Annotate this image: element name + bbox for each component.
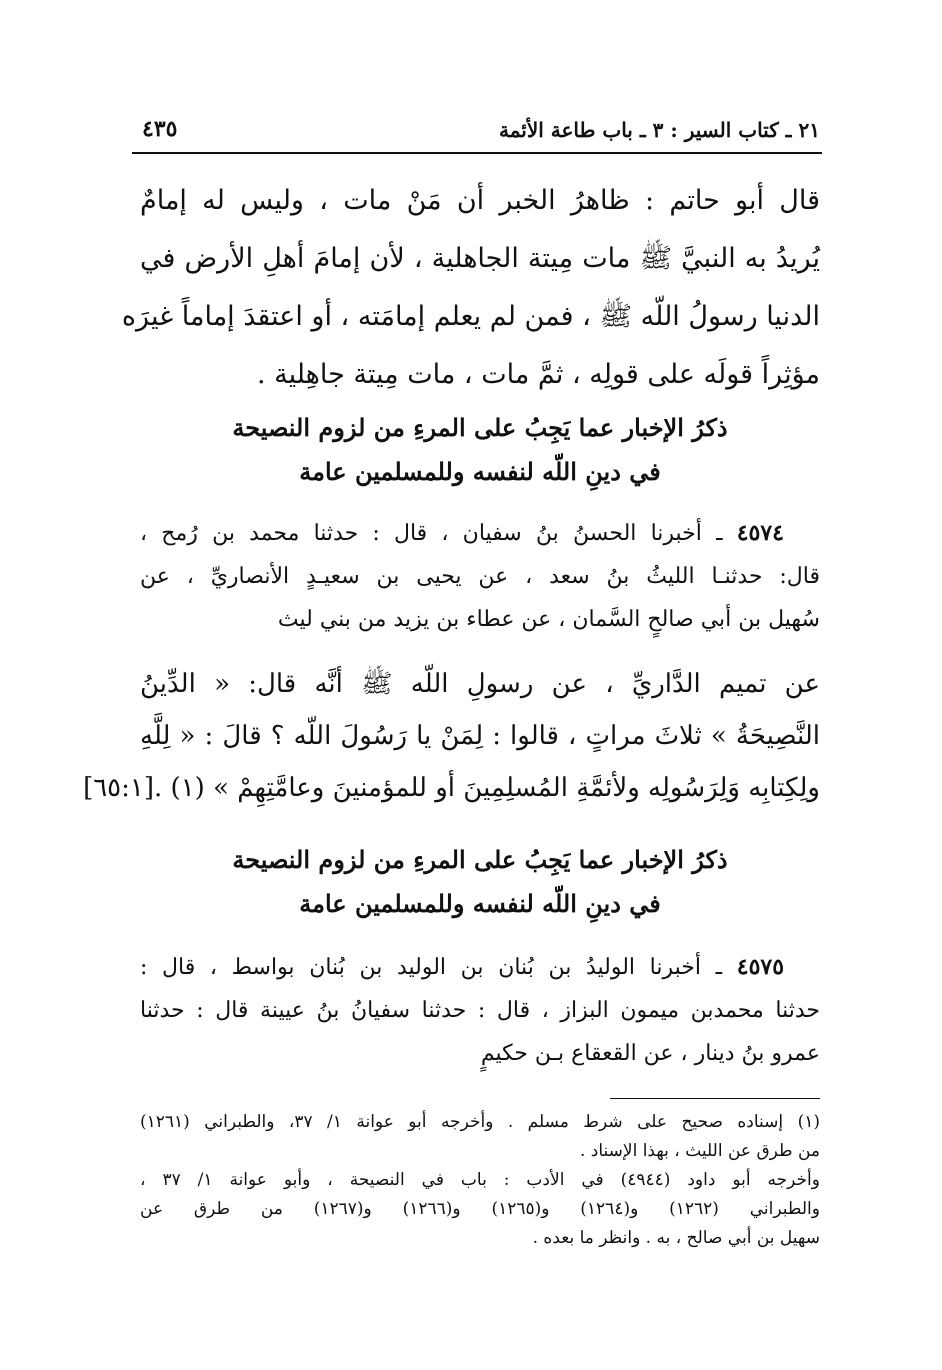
- text-line: قال أبو حاتم : ظاهرُ الخبر أن مَنْ مات ، وليس له إمامٌ: [140, 185, 820, 216]
- text-line: عن تميم الدَّاريِّ ، عن رسولِ اللّه ﷺ أنَّه قال: « الدِّينُ: [140, 669, 820, 699]
- footnotes: [140, 1108, 820, 1253]
- chapter-title: ٢١ ـ كتاب السير : ٣ ـ باب طاعة الأئمة: [498, 118, 820, 142]
- text-line: عمرو بنُ دينار ، عن القعقاع بـن حكيمٍ: [480, 1041, 820, 1066]
- footnote-line: من طرق عن الليث ، بهذا الإسناد .: [579, 1141, 820, 1161]
- hadith-text: [83, 658, 820, 814]
- heading-line: في دينِ اللّه لنفسه وللمسلمين عامة: [299, 889, 661, 918]
- hadith-number: ٤٥٧٤: [736, 520, 784, 546]
- text-line: ٤٥٧٤ ـ أخبرنا الحسنُ بنُ سفيان ، قال : حدثنا محمد بن رُمح ،: [140, 520, 784, 546]
- text-line: ٤٥٧٥ ـ أخبرنا الوليدُ بن بُنان بن الوليد بن بُنان بواسط ، قال :: [140, 954, 785, 980]
- section-heading: [140, 406, 820, 494]
- text-line: يُريدُ به النبيَّ ﷺ مات مِيتة الجاهلية ، لأن إمامَ أهلِ الأرض في: [140, 243, 820, 274]
- heading-line: في دينِ اللّه لنفسه وللمسلمين عامة: [299, 457, 661, 486]
- footnote-line: سهيل بن أبي صالح ، به . وانظر ما بعده .: [532, 1228, 820, 1248]
- section-heading: [140, 838, 820, 926]
- text-line: الدنيا رسولُ اللّه ﷺ ، فمن لم يعلم إمامَته ، أو اعتقدَ إماماً غيرَه: [121, 301, 820, 332]
- hadith-number: ٤٥٧٥: [736, 954, 785, 980]
- heading-line: ذكرُ الإخبار عما يَجِبُ على المرءِ من لزوم النصيحة: [232, 413, 728, 442]
- footnote-divider: [610, 1098, 820, 1099]
- text-line: النَّصِيحَةُ » ثلاثَ مراتٍ ، قالوا : لِمَنْ يا رَسُولَ اللّه ؟ قالَ : « لِلَّهِ: [140, 721, 820, 751]
- hadith-chain: [140, 512, 820, 641]
- text-line: قال: حدثنـا الليثُ بنُ سعد ، عن يحيى بن سعيـدٍ الأنصاريِّ ، عن: [140, 564, 820, 589]
- footnote-line: والطبراني (١٢٦٢) و(١٢٦٤) و(١٢٦٥) و(١٢٦٦) و(١٢٦٧) من طرق عن: [140, 1199, 820, 1219]
- running-header: [132, 108, 822, 154]
- footnote-line: وأخرجه أبو داود (٤٩٤٤) في الأدب : باب في النصيحة ، وأبو عوانة ١/ ٣٧ ،: [140, 1170, 820, 1190]
- text-line: سُهيل بن أبي صالحٍ السَّمان ، عن عطاء بن يزيد من بني ليث: [277, 607, 820, 632]
- page-number: ٤٣٥: [142, 116, 178, 142]
- footnote-line: (١) إسناده صحيح على شرط مسلم . وأخرجه أبو عوانة ١/ ٣٧، والطبراني (١٢٦١): [140, 1112, 820, 1132]
- text-line: حدثنا محمدبن ميمون البزاز ، قال : حدثنا سفيانُ بنُ عيينة قال : حدثنا: [140, 998, 820, 1023]
- text-line: مؤثِراً قولَه على قولِه ، ثمَّ مات ، مات مِيتة جاهِلية .: [256, 359, 820, 390]
- hadith-chain: [140, 946, 820, 1075]
- commentary-paragraph: [121, 172, 820, 404]
- text-line: ولِكِتابِه وَلِرَسُولِه ولأئمَّةِ المُسلِمِينَ أو للمؤمنينَ وعامَّتِهِمْ » (١) .[٦٥:١]: [83, 773, 820, 803]
- heading-line: ذكرُ الإخبار عما يَجِبُ على المرءِ من لزوم النصيحة: [232, 845, 728, 874]
